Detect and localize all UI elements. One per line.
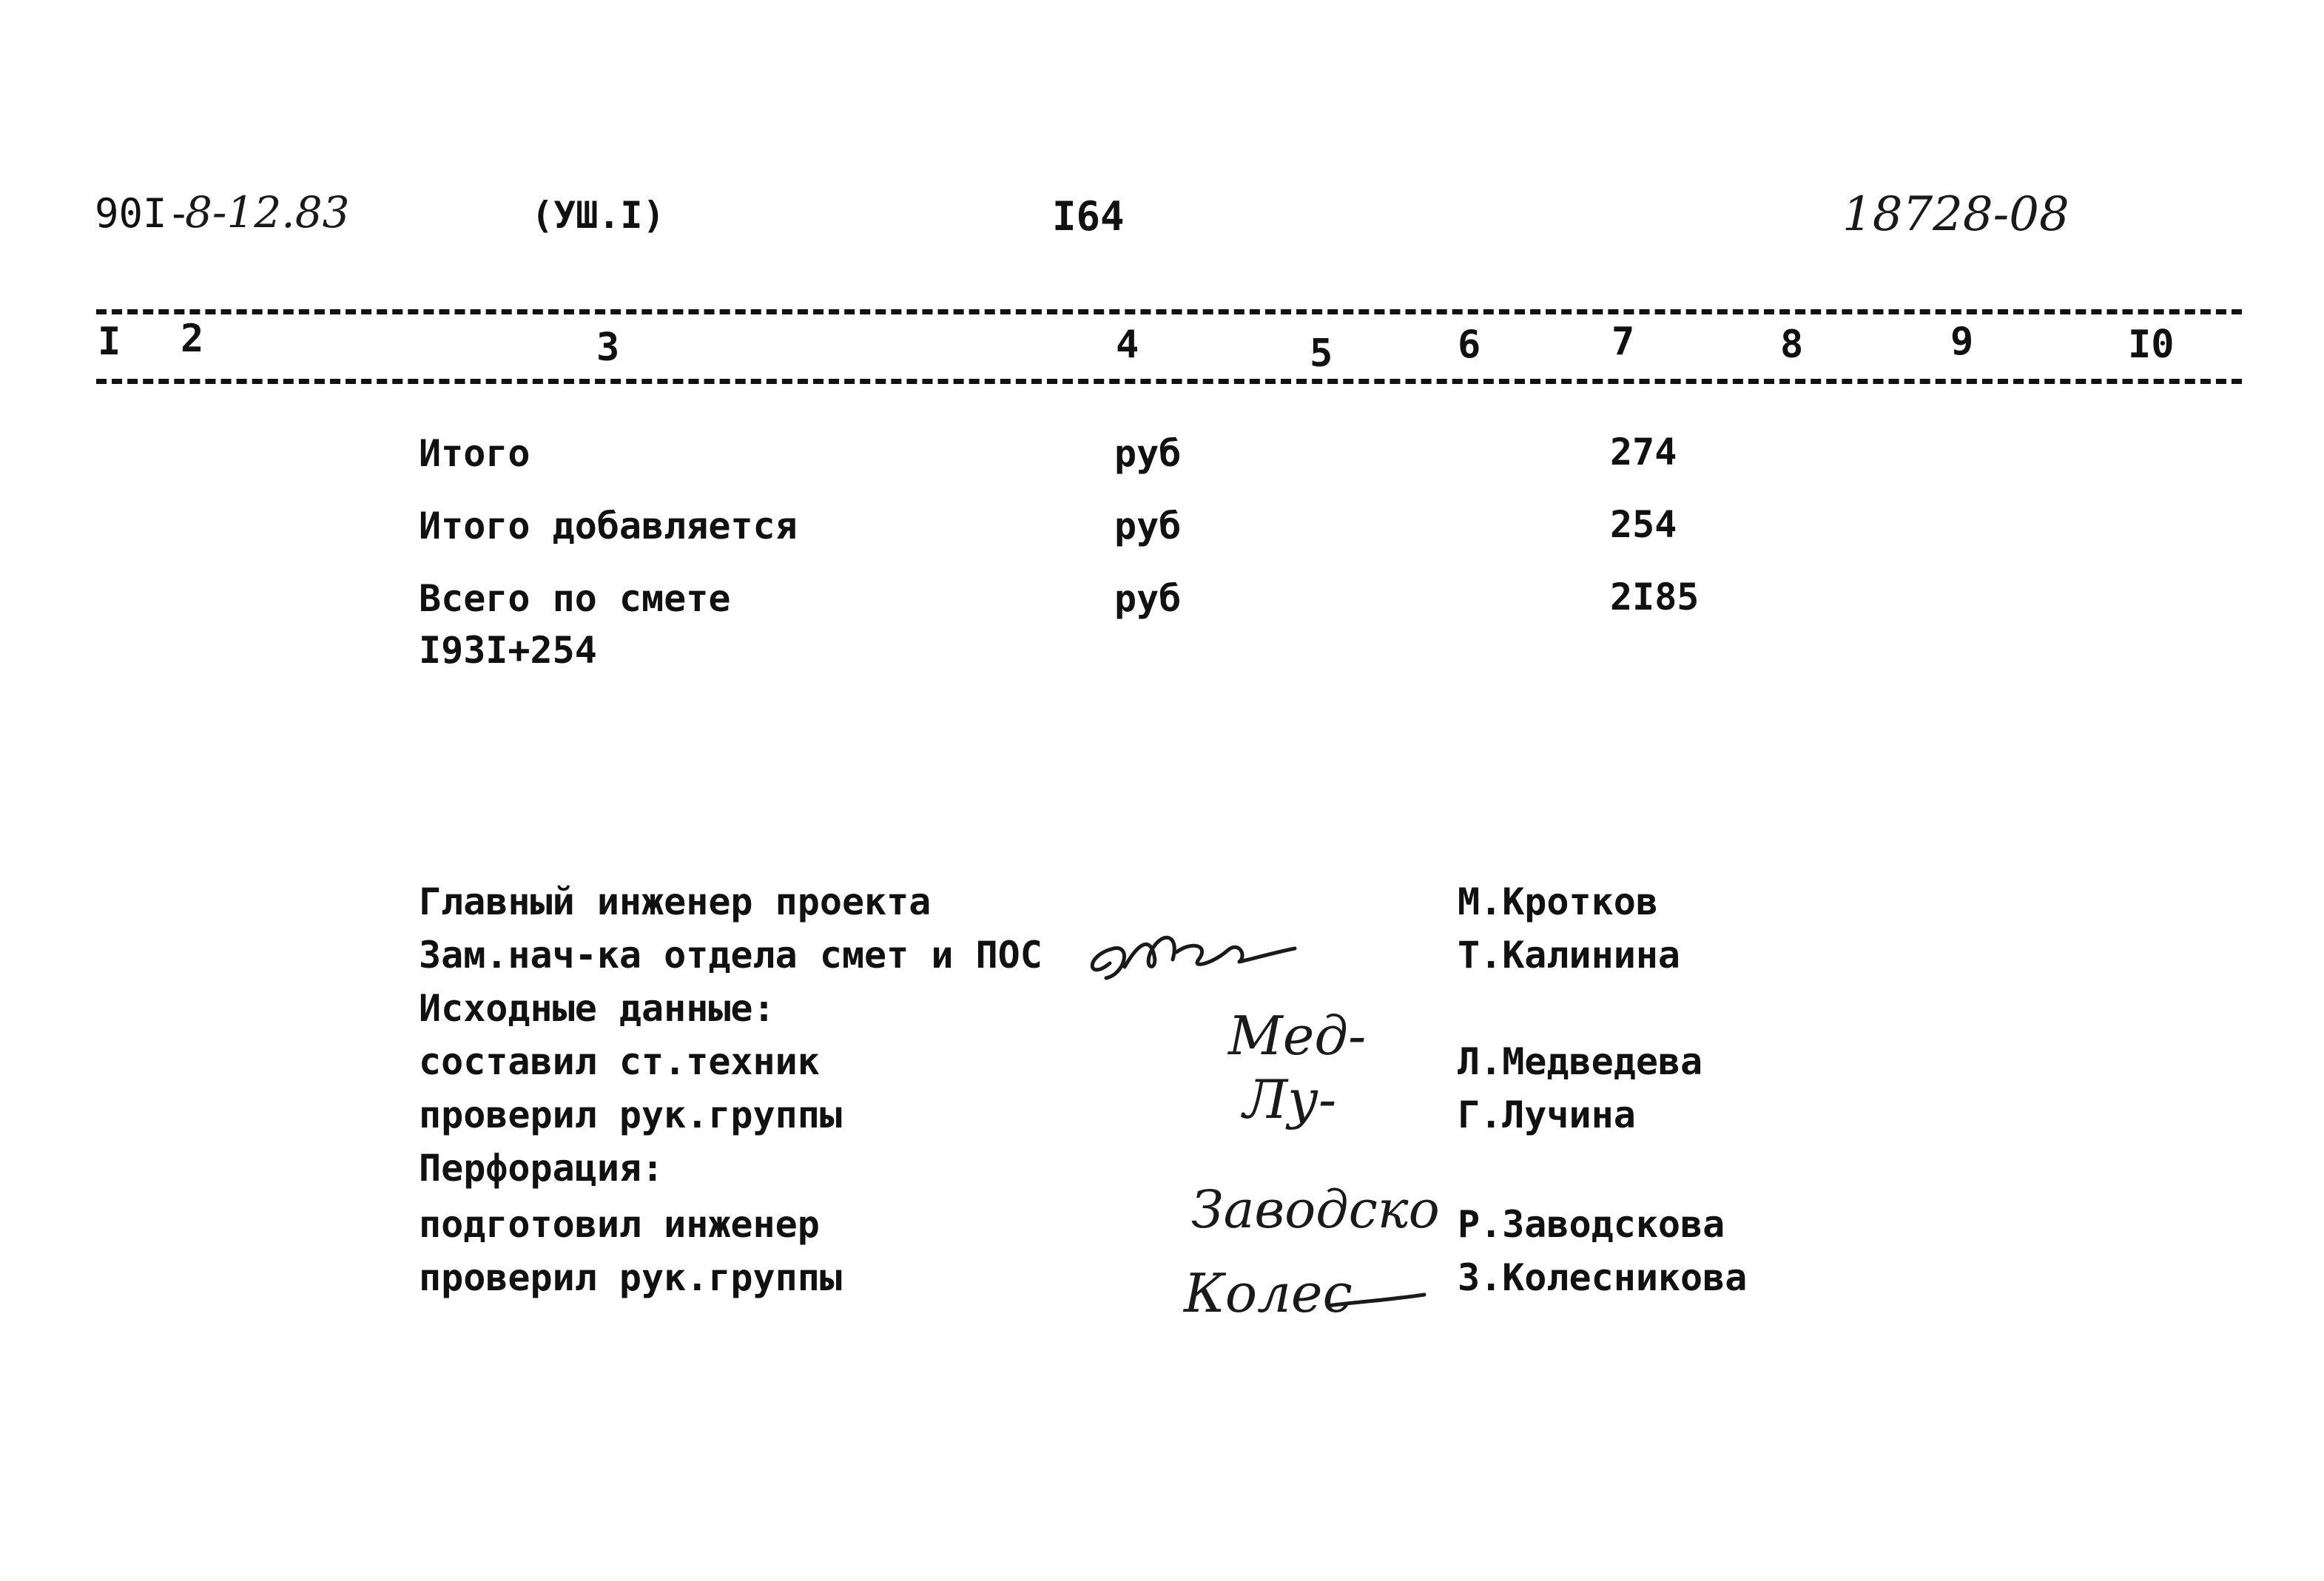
role-checked-2: проверил рук.группы (419, 1256, 842, 1299)
heading-perforation: Перфорация: (419, 1147, 664, 1190)
role-prepared: подготовил инженер (419, 1203, 820, 1246)
role-deputy-head: Зам.нач-ка отдела смет и ПОС (419, 934, 1043, 977)
column-number: 2 (181, 317, 204, 361)
role-chief-engineer: Главный инженер проекта (419, 880, 932, 923)
column-number: 7 (1611, 320, 1635, 364)
signature-kolesnikova: Колес (1184, 1262, 1353, 1324)
grand-total-label: Всего по смете (419, 577, 731, 620)
section-code: (УШ.I) (531, 194, 665, 237)
name-chief-engineer: М.Кротков (1458, 880, 1658, 923)
signature-kolesnikova-stroke (1324, 1272, 1428, 1317)
name-checked-1: Г.Лучина (1458, 1093, 1636, 1136)
name-compiled: Л.Медведева (1458, 1040, 1703, 1083)
role-compiled: составил ст.техник (419, 1040, 820, 1083)
column-number: 8 (1780, 323, 1804, 367)
column-number: I (98, 320, 121, 364)
dashed-rule-top (96, 309, 2242, 314)
total-unit: руб (1114, 432, 1182, 475)
doc-code-printed: 90I- (95, 190, 192, 237)
doc-code-handwritten: 8-12.83 (185, 187, 350, 237)
name-checked-2: З.Колесникова (1458, 1256, 1748, 1299)
name-deputy-head: Т.Калинина (1458, 934, 1681, 977)
total-label: Итого (419, 432, 531, 475)
name-prepared: Р.Заводскова (1458, 1203, 1725, 1246)
column-number: 6 (1458, 323, 1481, 367)
column-number: 4 (1116, 323, 1139, 367)
grand-total-formula: I93I+254 (419, 629, 597, 672)
page-number: I64 (1052, 193, 1125, 240)
signature-luchina: Лу- (1243, 1068, 1337, 1130)
column-number: 3 (596, 326, 620, 370)
role-checked-1: проверил рук.группы (419, 1093, 842, 1136)
signature-kalinina (1080, 911, 1302, 993)
heading-source-data: Исходные данные: (419, 987, 775, 1030)
signature-medvedeva: Мед- (1228, 1005, 1367, 1067)
column-number: I0 (2128, 323, 2175, 367)
total-added-value: 254 (1610, 503, 1677, 546)
total-added-unit: руб (1114, 505, 1182, 547)
total-added-label: Итого добавляется (419, 505, 798, 547)
dashed-rule-bottom (96, 379, 2242, 384)
column-number: 9 (1950, 320, 1974, 364)
handwritten-number: 18728-08 (1842, 187, 2069, 242)
grand-total-value: 2I85 (1610, 576, 1700, 618)
signature-zavodskova: Заводско (1191, 1179, 1440, 1240)
column-number: 5 (1310, 331, 1333, 376)
total-value: 274 (1610, 431, 1677, 473)
grand-total-unit: руб (1114, 577, 1182, 620)
